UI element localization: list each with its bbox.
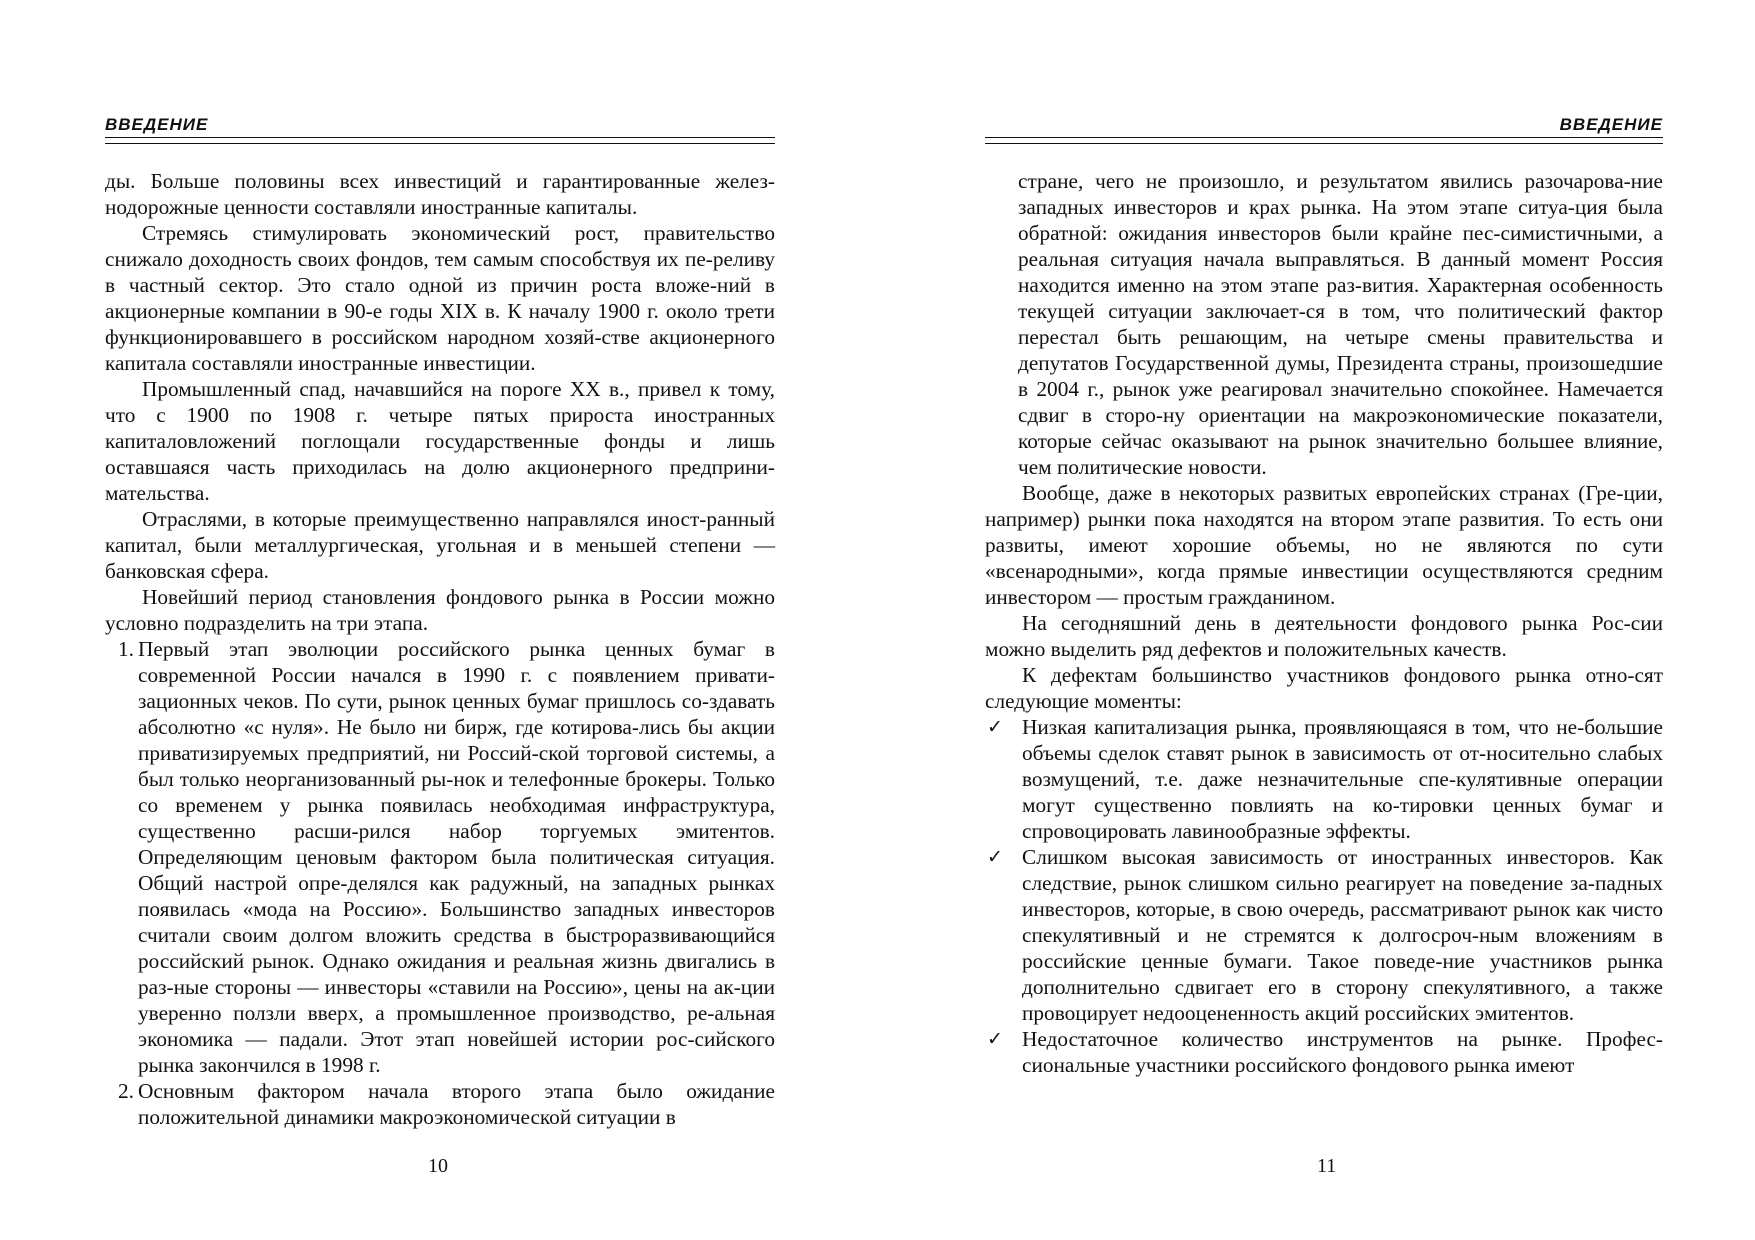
checklist-item (985, 844, 1663, 1026)
list-number: 1. (118, 637, 134, 661)
list-item (105, 636, 775, 1078)
page-body (105, 168, 775, 1130)
list-item-text: стране, чего не произошло, и результатом явились разочарова-ние западных инвесторов и крах рынка. На этом этапе ситуа-ция была обратной: ожидания инвесторов были крайне пес-симистичными, а реальная ситуация начала выправляться. В данный момент Россия находится именно на этом этапе раз-вития. Характерная особенность текущей ситуации заключает-ся в том, что политический фактор перестал быть решающим, на четыре смены правительства и депутатов Государственной думы, Президента страны, произошедшие в 2004 г., рынок уже реагировал значительно спокойнее. Намечается сдвиг в сторо-ну ориентации на макроэкономические показатели, которые сейчас оказывают на рынок значительно большее влияние, чем политические новости. (1018, 169, 1663, 479)
list-item-continuation (985, 168, 1663, 480)
check-icon: ✓ (987, 716, 1003, 738)
header-rule (985, 137, 1663, 144)
header-rule (105, 137, 775, 144)
paragraph: На сегодняшний день в деятельности фондового рынка Рос-сии можно выделить ряд дефектов и положительных качеств. (985, 611, 1663, 661)
checklist-item-text: Низкая капитализация рынка, проявляющаяся в том, что не-большие объемы сделок ставят рынок в зависимость от от-носительно слабых возмущений, т.е. даже незначительные спе-кулятивные операции могут существенно повлиять на ко-тировки ценных бумаг и спровоцировать лавинообразные эффекты. (1022, 715, 1663, 843)
paragraph: ды. Больше половины всех инвестиций и гарантированные желез-нодорожные ценности составляли иностранные капиталы. (105, 169, 775, 219)
checklist-item (985, 1026, 1663, 1078)
right-page (877, 0, 1755, 1240)
paragraph: К дефектам большинство участников фондового рынка отно-сят следующие моменты: (985, 663, 1663, 713)
check-icon: ✓ (987, 1028, 1003, 1050)
paragraph: Вообще, даже в некоторых развитых европейских странах (Гре-ции, например) рынки пока находятся на втором этапе развития. То есть они развиты, имеют хорошие объемы, но не являются по сути «всенародными», когда прямые инвестиции осуществляются средним инвестором — простым гражданином. (985, 481, 1663, 609)
defects-checklist (985, 714, 1663, 1078)
checklist-item-text: Слишком высокая зависимость от иностранных инвесторов. Как следствие, рынок слишком сильно реагирует на поведение за-падных инвесторов, которые, в свою очередь, рассматривают рынок как чисто спекулятивный и не стремятся к долгосроч-ным вложениям в российские ценные бумаги. Такое поведе-ние участников рынка дополнительно сдвигает его в сторону спекулятивного, а также провоцирует недооцененность акций российских эмитентов. (1022, 845, 1663, 1025)
running-head: ВВЕДЕНИЕ (105, 115, 209, 134)
paragraph: Отраслями, в которые преимущественно направлялся иност-ранный капитал, были металлургическая, угольная и в меньшей степени — банковская сфера. (105, 507, 775, 583)
stages-list (105, 636, 775, 1130)
paragraph: Стремясь стимулировать экономический рост, правительство снижало доходность своих фондов, тем самым способствуя их пе-реливу в частный сектор. Это стало одной из причин роста вложе-ний в акционерные компании в 90-е годы XIX в. К началу 1900 г. около трети функционировавшего в российском народном хозяй-стве акционерного капитала составляли иностранные инвестиции. (105, 221, 775, 375)
stages-list-continuation (985, 168, 1663, 480)
list-item (105, 1078, 775, 1130)
left-page (0, 0, 877, 1240)
running-head: ВВЕДЕНИЕ (1559, 115, 1663, 134)
checklist-item (985, 714, 1663, 844)
page-body (985, 168, 1663, 1078)
page-number: 10 (428, 1155, 448, 1177)
paragraph: Промышленный спад, начавшийся на пороге XX в., привел к тому, что с 1900 по 1908 г. четыре пятых прироста иностранных капиталовложений поглощали государственные фонды и лишь оставшаяся часть приходилась на долю акционерного предприни-мательства. (105, 377, 775, 505)
paragraph: Новейший период становления фондового рынка в России можно условно подразделить на три этапа. (105, 585, 775, 635)
list-item-text: Первый этап эволюции российского рынка ценных бумаг в современной России начался в 1990 г. с появлением привати-зационных чеков. По сути, рынок ценных бумаг пришлось со-здавать абсолютно «с нуля». Не было ни бирж, где котирова-лись бы акции приватизируемых предприятий, ни Россий-ской торговой системы, а был только неорганизованный ры-нок и телефонные брокеры. Только со временем у рынка появилась необходимая инфраструктура, существенно расши-рился набор торгуемых эмитентов. Определяющим ценовым фактором была политическая ситуация. Общий настрой опре-делялся как радужный, на западных рынках появилась «мода на Россию». Большинство западных инвесторов считали своим долгом вложить средства в быстроразвивающийся российский рынок. Однако ожидания и реальная жизнь двигались в раз-ные стороны — инвесторы «ставили на Россию», цены на ак-ции уверенно ползли вверх, а промышленное производство, ре-альная экономика — падали. Этот этап новейшей истории рос-сийского рынка закончился в 1998 г. (138, 637, 775, 1077)
check-icon: ✓ (987, 846, 1003, 868)
page-number: 11 (1317, 1155, 1337, 1177)
list-number: 2. (118, 1079, 134, 1103)
list-item-text: Основным фактором начала второго этапа было ожидание положительной динамики макроэкономической ситуации в (138, 1079, 775, 1129)
checklist-item-text: Недостаточное количество инструментов на рынке. Профес-сиональные участники российского фондового рынка имеют (1022, 1027, 1663, 1077)
